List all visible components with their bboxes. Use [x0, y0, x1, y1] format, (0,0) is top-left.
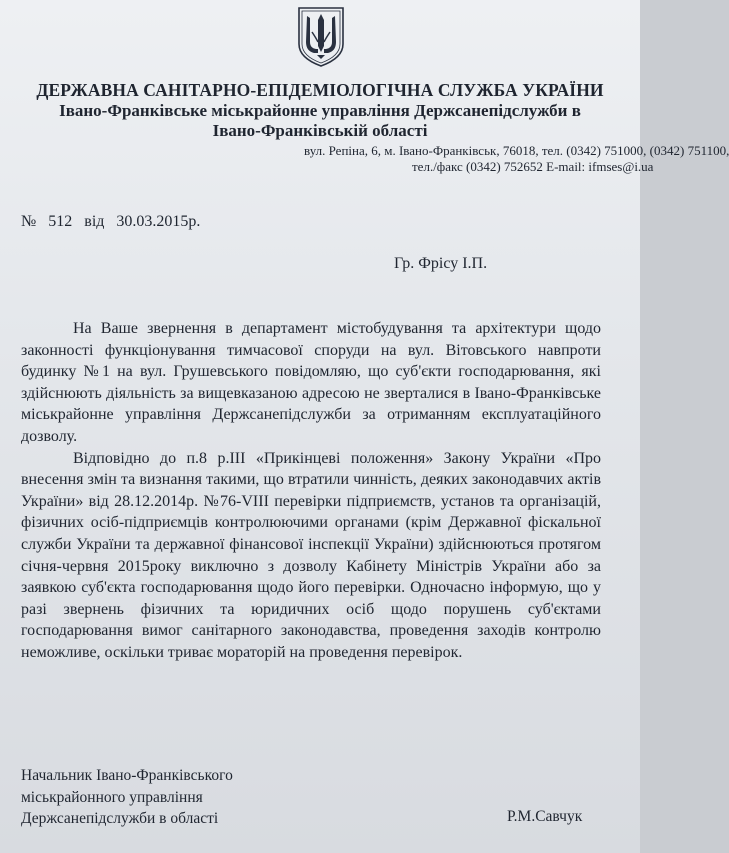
date-label: від — [84, 213, 105, 230]
signer-position-line2: міськрайонного управління — [21, 788, 203, 806]
document-date: 30.03.2015р. — [116, 213, 201, 230]
signature-block — [21, 765, 233, 830]
signer-name: Р.М.Савчук — [507, 808, 583, 825]
registration-line — [21, 213, 200, 231]
address-line: вул. Репіна, 6, м. Івано-Франківськ, 76018, тел. (0342) 751000, (0342) 751100, — [304, 143, 729, 158]
trident-emblem-icon — [292, 4, 350, 68]
organization-name: ДЕРЖАВНА САНІТАРНО-ЕПІДЕМІОЛОГІЧНА СЛУЖБА УКРАЇНИ — [36, 80, 604, 100]
document-number: 512 — [48, 213, 73, 230]
department-name-line1: Івано-Франківське міськрайонне управління Держсанепідслужби в — [59, 101, 581, 120]
signer-position-line3: Держсанепідслужби в області — [21, 810, 219, 827]
number-label: № — [21, 213, 37, 230]
department-name-line2: Івано-Франківській області — [212, 121, 428, 140]
addressee: Гр. Фрісу І.П. — [394, 255, 488, 272]
body-paragraph-1: На Ваше звернення в департамент містобудування та архітектури щодо законності функціонування тимчасової споруди на вул. Вітовського навпроти будинку №1 на вул. Грушевського повідомляю, що суб'єкти господарювання, які здійснюють діяльність за вищевказаною адресою не зверталися в Івано-Франківське міськрайонне управління Держсанепідслужби за отриманням експлуатаційного дозволу. — [21, 320, 601, 445]
body-paragraph-2: Відповідно до п.8 р.ІІІ «Прикінцеві положення» Закону України «Про внесення змін та визнання такими, що втратили чинність, деяких законодавчих актів України» від 28.12.2014р. №76-VIII перевірки підприємств, установ та організацій, фізичних осіб-підприємців контролюючими органами (крім Державної фіскальної служби України та державної фінансової інспекції України) здійснюються протягом січня-червня 2015року виключно з дозволу Кабінету Міністрів України або за заявкою суб'єкта господарювання щодо його перевірки. Одночасно інформую, що у разі звернень фізичних та юридичних осіб щодо порушень суб'єктами господарювання вимог санітарного законодавства, проведення заходів контролю неможливе, оскільки триває мораторій на проведення перевірок. — [21, 449, 601, 661]
signer-position-line1: Начальник Івано-Франківського — [21, 767, 233, 784]
letter-body — [21, 318, 601, 664]
contact-line: тел./факс (0342) 752652 E-mail: ifmses@i.ua — [412, 159, 654, 174]
